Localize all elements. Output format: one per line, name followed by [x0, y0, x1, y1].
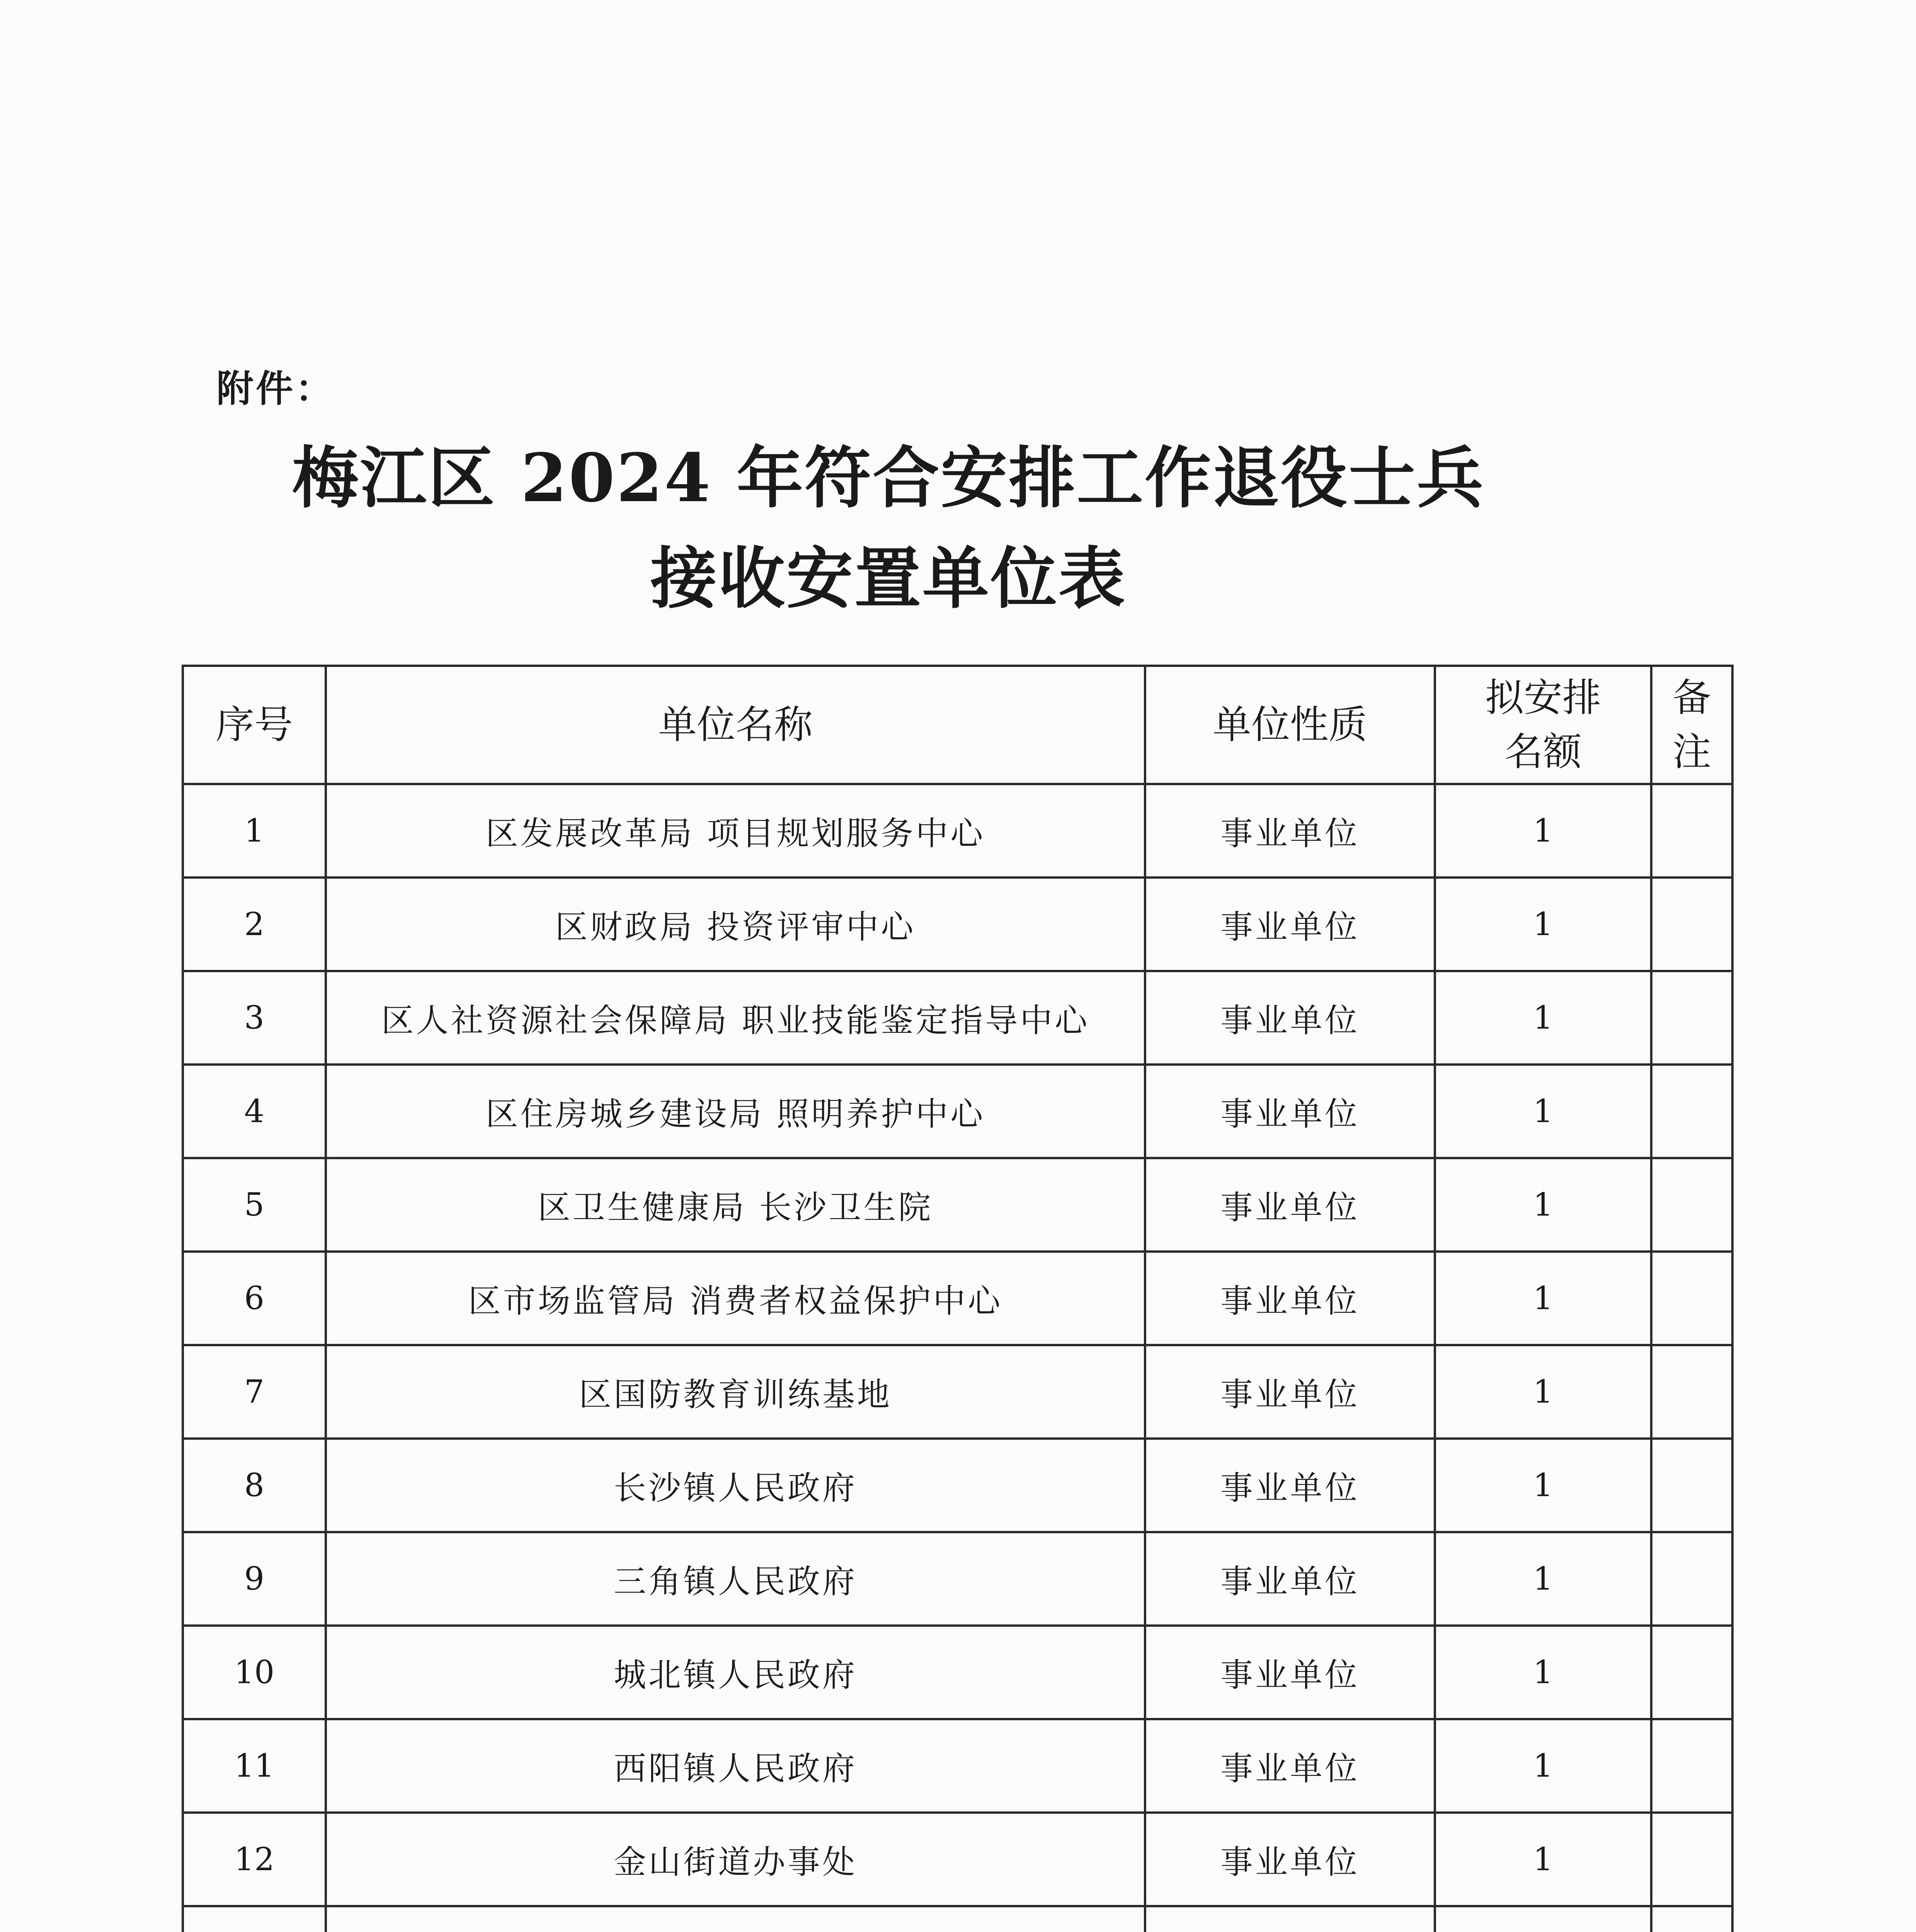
cell-unit-name: 区住房城乡建设局 照明养护中心 [326, 1065, 1145, 1158]
cell-unit-name: 金山街道办事处 [326, 1813, 1145, 1906]
cell-unit-nature: 事业单位 [1145, 1813, 1435, 1906]
cell-unit-nature: 事业单位 [1145, 1626, 1435, 1719]
cell-index: 2 [183, 878, 326, 971]
cell-unit-nature: 事业单位 [1145, 1532, 1435, 1626]
cell-index: 1 [183, 784, 326, 878]
cell-remarks [1651, 1813, 1732, 1906]
table-row [183, 1252, 1732, 1345]
cell-unit-name: 三角镇人民政府 [326, 1532, 1145, 1626]
cell-quota: 1 [1435, 1345, 1651, 1439]
cell-remarks [1651, 1065, 1732, 1158]
cell-unit-nature: 事业单位 [1145, 1439, 1435, 1532]
cell-unit-nature: 事业单位 [1145, 1065, 1435, 1158]
header-remarks [1651, 666, 1732, 784]
header-quota-line2: 名额 [1504, 729, 1582, 774]
table-row [183, 1345, 1732, 1439]
placement-units-table [182, 665, 1731, 1932]
cell-index: 7 [183, 1345, 326, 1439]
cell-remarks [1651, 971, 1732, 1065]
cell-quota: 1 [1435, 1719, 1651, 1813]
header-quota [1435, 666, 1651, 784]
cell-quota: 1 [1435, 1532, 1651, 1626]
header-unit-nature: 单位性质 [1145, 666, 1435, 784]
cell-quota: 1 [1435, 784, 1651, 878]
cell-quota: 1 [1435, 1065, 1651, 1158]
cell-index: 8 [183, 1439, 326, 1532]
cell-unit-name: 城北镇人民政府 [326, 1626, 1145, 1719]
cell-remarks [1651, 784, 1732, 878]
cell-quota: 1 [1435, 878, 1651, 971]
document-title-line1: 梅江区 2024 年符合安排工作退役士兵 [292, 439, 1485, 517]
table-row [183, 878, 1732, 971]
cell-unit-nature [1145, 1906, 1435, 1932]
document-title-line2: 接收安置单位表 [650, 539, 1126, 617]
cell-index: 5 [183, 1158, 326, 1252]
cell-unit-nature: 事业单位 [1145, 1719, 1435, 1813]
table-row [183, 1719, 1732, 1813]
cell-unit-nature: 事业单位 [1145, 1158, 1435, 1252]
table-row [183, 1906, 1732, 1932]
cell-index: 6 [183, 1252, 326, 1345]
table-row [183, 1813, 1732, 1906]
cell-quota: 1 [1435, 1439, 1651, 1532]
cell-unit-name: 区国防教育训练基地 [326, 1345, 1145, 1439]
cell-unit-name: 区卫生健康局 长沙卫生院 [326, 1158, 1145, 1252]
table-row [183, 784, 1732, 878]
cell-unit-name: 区市场监管局 消费者权益保护中心 [326, 1252, 1145, 1345]
table-header-row [183, 666, 1732, 784]
cell-unit-name: 区人社资源社会保障局 职业技能鉴定指导中心 [326, 971, 1145, 1065]
cell-unit-name: 长沙镇人民政府 [326, 1439, 1145, 1532]
cell-unit-nature: 事业单位 [1145, 1252, 1435, 1345]
cell-unit-nature: 事业单位 [1145, 1345, 1435, 1439]
cell-unit-name: 区发展改革局 项目规划服务中心 [326, 784, 1145, 878]
header-remarks-line1: 备 [1673, 675, 1711, 720]
cell-quota: 1 [1435, 1158, 1651, 1252]
cell-index [183, 1906, 326, 1932]
cell-remarks [1651, 1532, 1732, 1626]
cell-quota: 1 [1435, 1813, 1651, 1906]
cell-remarks [1651, 1626, 1732, 1719]
cell-quota: 1 [1435, 1252, 1651, 1345]
cell-remarks [1651, 1345, 1732, 1439]
table-row [183, 1065, 1732, 1158]
cell-unit-nature: 事业单位 [1145, 784, 1435, 878]
header-quota-line1: 拟安排 [1485, 675, 1601, 720]
cell-remarks [1651, 1252, 1732, 1345]
cell-remarks [1651, 1158, 1732, 1252]
table-row [183, 1158, 1732, 1252]
cell-remarks [1651, 878, 1732, 971]
cell-quota: 1 [1435, 971, 1651, 1065]
cell-remarks [1651, 1719, 1732, 1813]
attachment-label: 附件： [216, 367, 335, 410]
table-row [183, 971, 1732, 1065]
cell-unit-nature: 事业单位 [1145, 878, 1435, 971]
cell-unit-name [326, 1906, 1145, 1932]
table-row [183, 1532, 1732, 1626]
cell-unit-name: 西阳镇人民政府 [326, 1719, 1145, 1813]
cell-unit-nature: 事业单位 [1145, 971, 1435, 1065]
cell-index: 4 [183, 1065, 326, 1158]
cell-index: 12 [183, 1813, 326, 1906]
cell-index: 11 [183, 1719, 326, 1813]
table-row [183, 1626, 1732, 1719]
cell-index: 9 [183, 1532, 326, 1626]
cell-quota [1435, 1906, 1651, 1932]
cell-unit-name: 区财政局 投资评审中心 [326, 878, 1145, 971]
cell-remarks [1651, 1906, 1732, 1932]
table-row [183, 1439, 1732, 1532]
header-index: 序号 [183, 666, 326, 784]
header-unit-name: 单位名称 [326, 666, 1145, 784]
cell-quota: 1 [1435, 1626, 1651, 1719]
cell-index: 10 [183, 1626, 326, 1719]
header-remarks-line2: 注 [1673, 729, 1711, 774]
cell-remarks [1651, 1439, 1732, 1532]
cell-index: 3 [183, 971, 326, 1065]
